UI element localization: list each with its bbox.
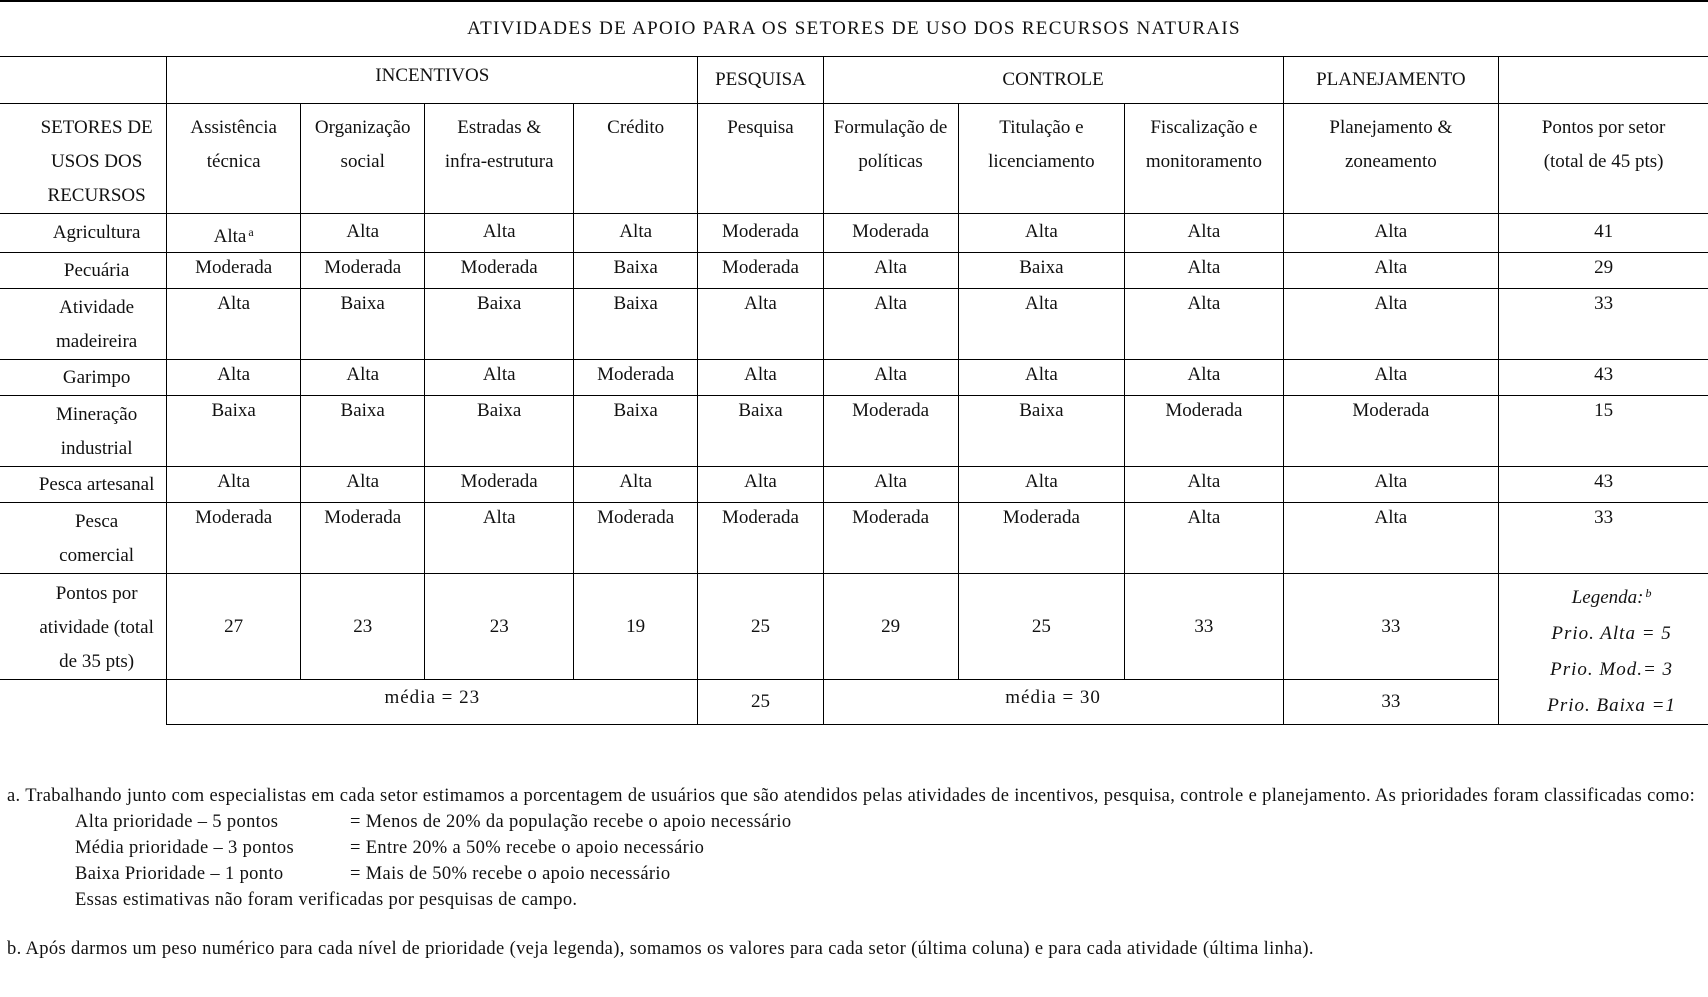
average-controle: média = 30	[823, 680, 1283, 725]
priority-cell: Baixa	[301, 289, 425, 360]
priority-cell: Alta	[698, 289, 823, 360]
table-body	[0, 214, 1708, 725]
group-pesquisa: PESQUISA	[698, 57, 823, 104]
total-cell: 33	[1283, 574, 1499, 680]
priority-cell: Alta	[301, 467, 425, 503]
priority-cell: Alta	[574, 467, 698, 503]
sector-name: Garimpo	[0, 360, 167, 396]
col-header-estradas: Estradas & infra-estrutura	[425, 104, 574, 214]
priority-cell: Alta	[958, 467, 1125, 503]
priority-cell: Moderada	[698, 253, 823, 289]
sector-points: 29	[1499, 253, 1708, 289]
criteria-item: Média prioridade – 3 pontos = Entre 20% a 50% recebe o apoio necessário	[75, 838, 705, 858]
footnote-marker-a: a	[248, 225, 254, 239]
criteria-item: Alta prioridade – 5 pontos = Menos de 20% da população recebe o apoio necessário	[75, 812, 792, 832]
sector-name: Agricultura	[0, 214, 167, 253]
priority-cell: Baixa	[301, 396, 425, 467]
top-rule	[0, 0, 1708, 2]
col-header-pesquisa: Pesquisa	[698, 104, 823, 214]
priority-cell: Alta	[1283, 467, 1499, 503]
priority-cell: Alta	[823, 360, 958, 396]
group-controle: CONTROLE	[823, 57, 1283, 104]
priority-cell: Moderada	[167, 503, 301, 574]
legend-marker: b	[1645, 585, 1652, 600]
priority-cell: Alta	[958, 214, 1125, 253]
priority-cell: Alta	[823, 253, 958, 289]
footnotes	[0, 783, 1708, 962]
total-cell: 23	[425, 574, 574, 680]
sector-points: 15	[1499, 396, 1708, 467]
priority-cell: Moderada	[425, 467, 574, 503]
priority-table	[0, 56, 1708, 725]
sector-name: Pesca artesanal	[0, 467, 167, 503]
priority-cell: Alta	[698, 360, 823, 396]
table-title: ATIVIDADES DE APOIO PARA OS SETORES DE USO DOS RECURSOS NATURAIS	[467, 18, 1241, 39]
priority-cell: Baixa	[425, 289, 574, 360]
sector-points: 33	[1499, 289, 1708, 360]
sector-name: Pesca comercial	[0, 503, 167, 574]
col-header-assistencia: Assistência técnica	[167, 104, 301, 214]
priority-cell: Alta	[167, 467, 301, 503]
priority-cell: Moderada	[1283, 396, 1499, 467]
priority-cell: Alta	[1125, 253, 1283, 289]
table-row	[0, 467, 1708, 503]
footnote-b: b. Após darmos um peso numérico para cada nível de prioridade (veja legenda), somamos os valores para cada setor (última coluna) e para cada atividade (última linha).	[7, 939, 1314, 959]
group-planejamento: PLANEJAMENTO	[1283, 57, 1499, 104]
priority-cell: Moderada	[958, 503, 1125, 574]
table-row	[0, 503, 1708, 574]
total-cell: 25	[958, 574, 1125, 680]
priority-cell: Moderada	[167, 253, 301, 289]
col-header-organizacao: Organização social	[301, 104, 425, 214]
priority-cell: Alta	[823, 289, 958, 360]
priority-cell: Baixa	[958, 396, 1125, 467]
priority-cell: Alta	[167, 360, 301, 396]
sector-name: Mineração industrial	[0, 396, 167, 467]
sector-points: 33	[1499, 503, 1708, 574]
sector-points: 41	[1499, 214, 1708, 253]
legend-baixa: Prio. Baixa =1	[1547, 694, 1676, 716]
priority-cell: Alta	[698, 467, 823, 503]
priority-cell: Alta	[1125, 360, 1283, 396]
col-header-fiscalizacao: Fiscalização e monitoramento	[1125, 104, 1283, 214]
total-cell: 27	[167, 574, 301, 680]
priority-cell: Alta	[301, 360, 425, 396]
footnote-a: a. Trabalhando junto com especialistas em cada setor estimamos a porcentagem de usuários que são atendidos pelas atividades de incentivos, pesquisa, controle e planejamento. As prioridades foram classificadas como:	[7, 786, 1696, 806]
col-header-planejamento: Planejamento & zoneamento	[1283, 104, 1499, 214]
priority-cell: Alta	[301, 214, 425, 253]
priority-cell: Alta	[1283, 360, 1499, 396]
priority-cell: Alta	[425, 503, 574, 574]
priority-cell: Moderada	[301, 253, 425, 289]
priority-cell: Moderada	[698, 503, 823, 574]
total-cell: 23	[301, 574, 425, 680]
priority-cell: Moderada	[574, 360, 698, 396]
table-row	[0, 214, 1708, 253]
priority-cell: Alta	[425, 214, 574, 253]
priority-cell: Alta	[958, 289, 1125, 360]
priority-cell: Moderada	[823, 503, 958, 574]
priority-cell: Baixa	[958, 253, 1125, 289]
priority-cell: Baixa	[698, 396, 823, 467]
table-row	[0, 360, 1708, 396]
priority-cell: Alta	[1283, 289, 1499, 360]
priority-cell: Alta	[958, 360, 1125, 396]
priority-cell: Moderada	[823, 396, 958, 467]
priority-cell: Baixa	[574, 289, 698, 360]
priority-cell: Baixa	[425, 396, 574, 467]
group-header-row	[0, 57, 1708, 104]
sector-name: Atividade madeireira	[0, 289, 167, 360]
priority-cell: Baixa	[167, 396, 301, 467]
totals-label: Pontos por atividade (total de 35 pts)	[0, 574, 167, 680]
priority-cell: Alta	[574, 214, 698, 253]
priority-cell: Alta	[1125, 467, 1283, 503]
legend-alta: Prio. Alta = 5	[1551, 622, 1672, 644]
legend-box	[1499, 574, 1708, 725]
total-cell: 19	[574, 574, 698, 680]
col-header-sector: SETORES DE USOS DOS RECURSOS	[0, 104, 167, 214]
priority-cell: Alta	[1283, 503, 1499, 574]
total-cell: 29	[823, 574, 958, 680]
priority-cell: Alta	[167, 289, 301, 360]
priority-cell: Moderada	[698, 214, 823, 253]
priority-cell: Alta	[823, 467, 958, 503]
legend-mod: Prio. Mod.= 3	[1550, 658, 1674, 680]
footnote-a-note: Essas estimativas não foram verificadas por pesquisas de campo.	[75, 890, 578, 910]
priority-cell: Baixa	[574, 396, 698, 467]
table-row	[0, 289, 1708, 360]
priority-cell: Moderada	[301, 503, 425, 574]
criteria-list	[0, 809, 1708, 887]
priority-cell: Alta	[1125, 503, 1283, 574]
group-incentivos: INCENTIVOS	[167, 57, 698, 104]
criteria-item: Baixa Prioridade – 1 ponto = Mais de 50% recebe o apoio necessário	[75, 864, 671, 884]
priority-cell: Moderada	[574, 503, 698, 574]
priority-cell: Alta	[1125, 214, 1283, 253]
priority-cell: Moderada	[823, 214, 958, 253]
col-header-pontos-setor: Pontos por setor (total de 45 pts)	[1499, 104, 1708, 214]
average-incentivos: média = 23	[167, 680, 698, 725]
totals-row	[0, 574, 1708, 680]
priority-cell: Alta	[1283, 214, 1499, 253]
priority-cell: Moderada	[1125, 396, 1283, 467]
legend-title: Legenda:	[1571, 586, 1644, 608]
averages-row	[0, 680, 1708, 725]
priority-cell: Alta	[425, 360, 574, 396]
average-planejamento: 33	[1283, 680, 1499, 725]
col-header-formulacao: Formulação de políticas	[823, 104, 958, 214]
table-row	[0, 396, 1708, 467]
total-cell: 33	[1125, 574, 1283, 680]
total-cell: 25	[698, 574, 823, 680]
priority-cell: Alta	[1125, 289, 1283, 360]
sector-points: 43	[1499, 467, 1708, 503]
sector-points: 43	[1499, 360, 1708, 396]
priority-cell: Moderada	[425, 253, 574, 289]
column-header-row	[0, 104, 1708, 214]
table-row	[0, 253, 1708, 289]
priority-cell: Alta $^a$	[167, 214, 301, 253]
priority-cell: Baixa	[574, 253, 698, 289]
col-header-credito: Crédito	[574, 104, 698, 214]
sector-name: Pecuária	[0, 253, 167, 289]
average-pesquisa: 25	[698, 680, 823, 725]
col-header-titulacao: Titulação e licenciamento	[958, 104, 1125, 214]
priority-cell: Alta	[1283, 253, 1499, 289]
